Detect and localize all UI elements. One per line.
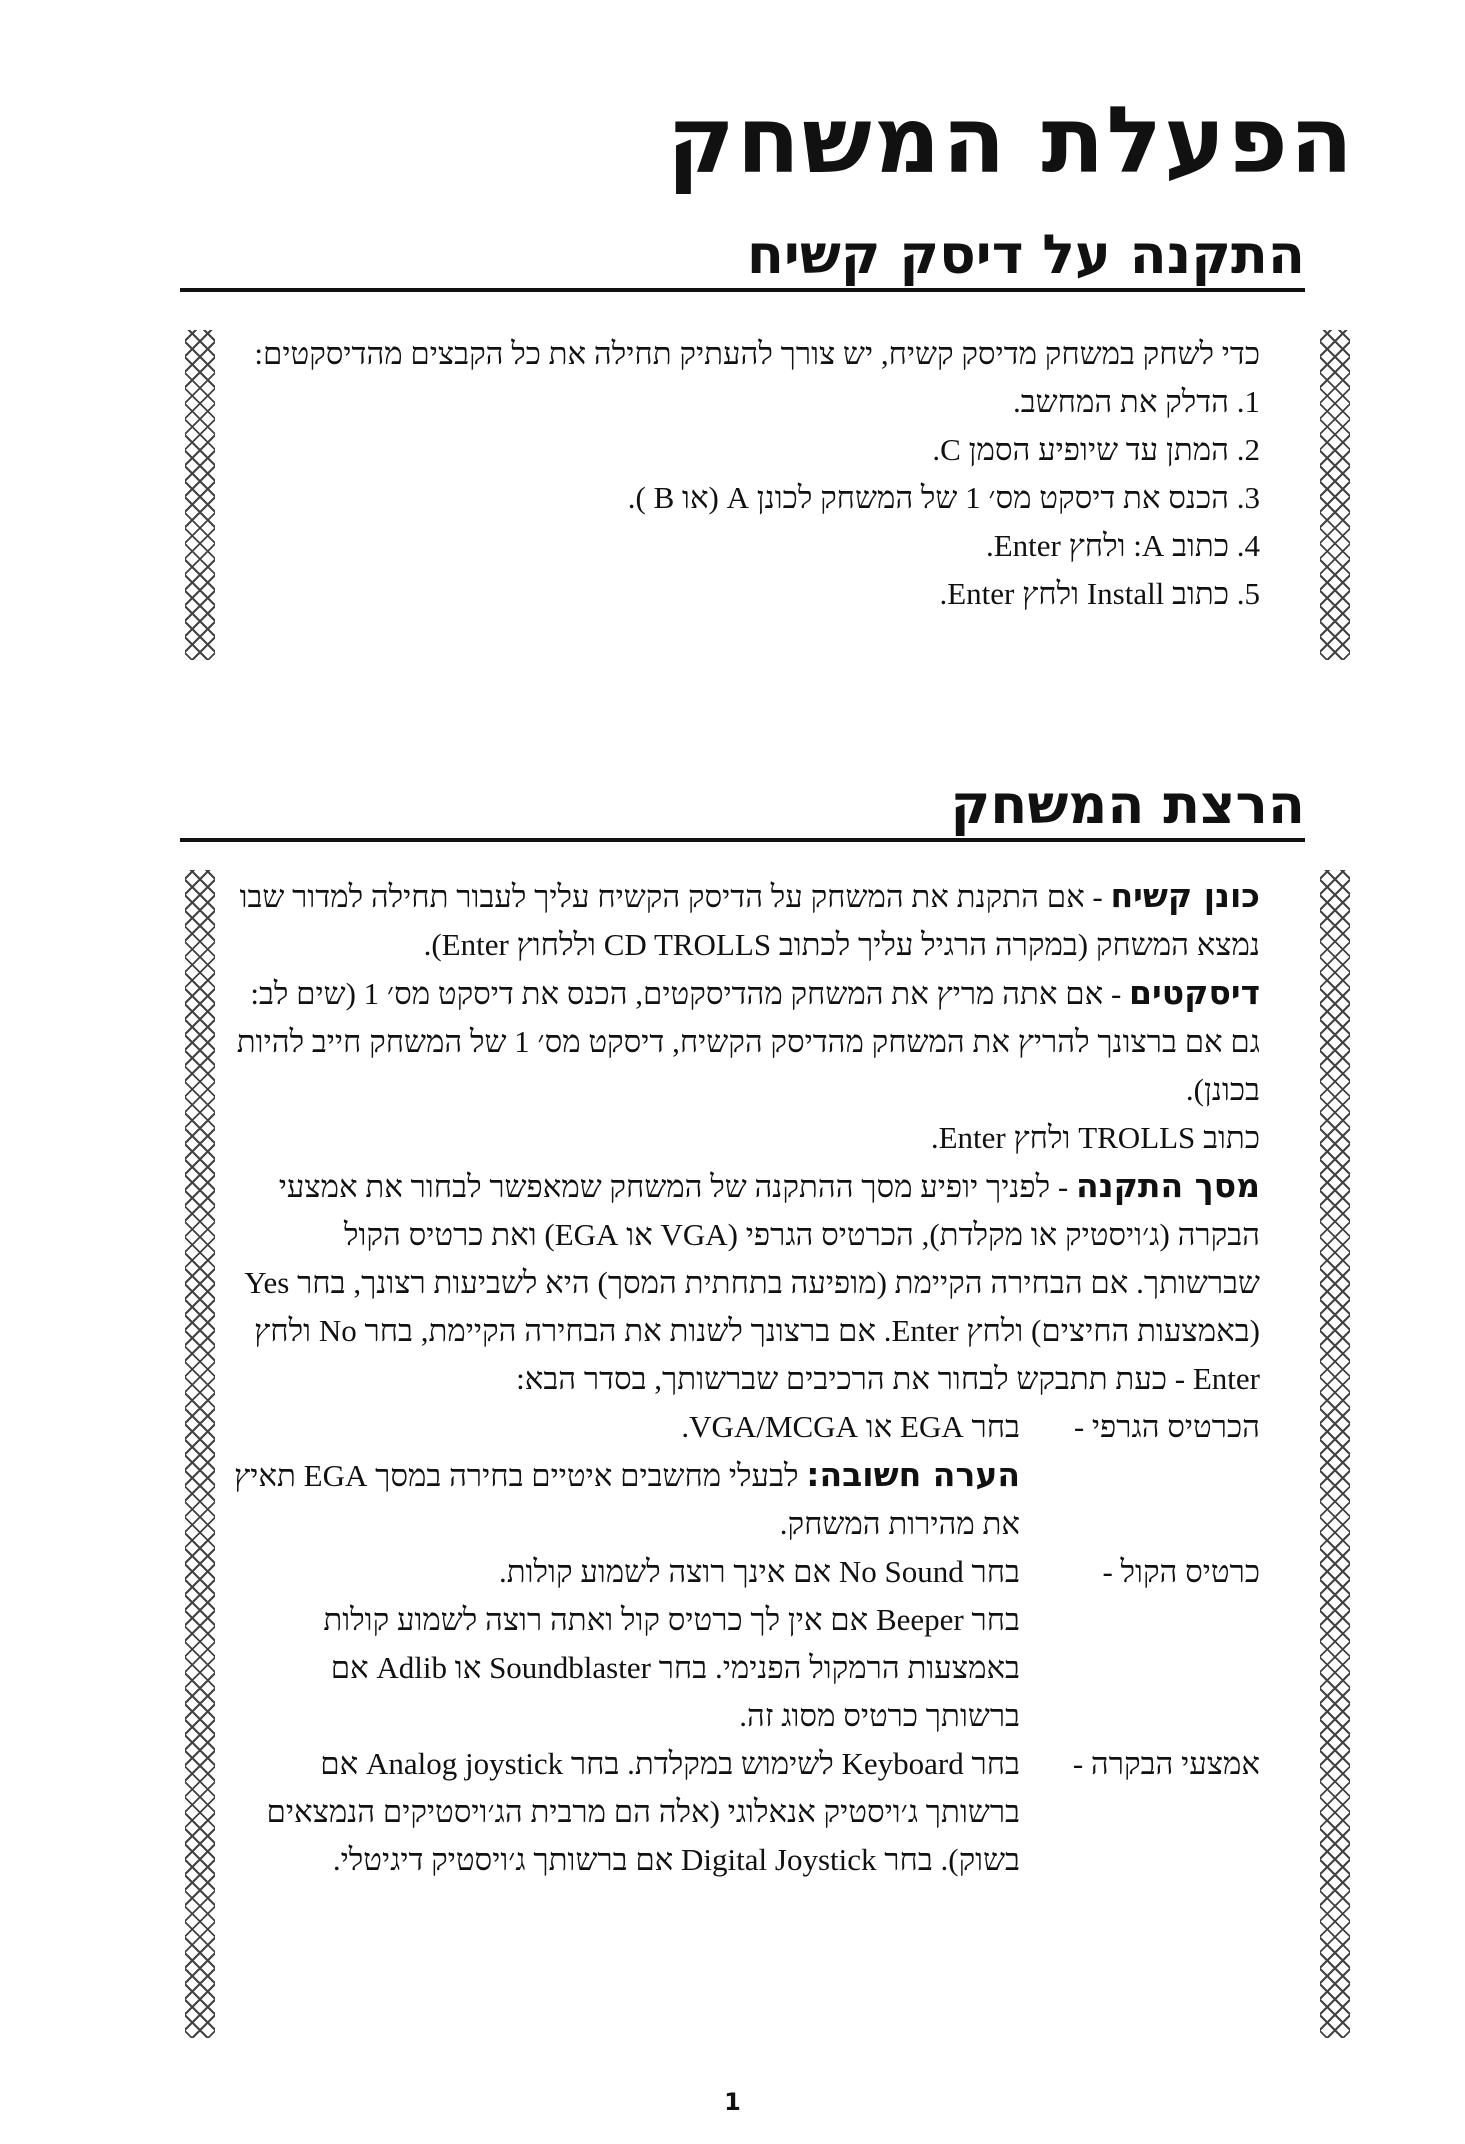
section-rule-install	[180, 288, 1305, 292]
install-steps-list	[220, 378, 1260, 618]
option-label: אמצעי הבקרה -	[1072, 1746, 1260, 1781]
option-row-controls	[230, 1740, 1260, 1884]
setup-screen-paragraph	[230, 1162, 1260, 1403]
hard-disk-paragraph	[230, 872, 1260, 969]
option-line: בחר EGA או VGA/MCGA.	[681, 1409, 1020, 1444]
term-setup-screen: מסך התקנה	[1076, 1166, 1260, 1205]
install-step: 4. כתוב A: ולחץ Enter.	[985, 528, 1260, 563]
option-label: הכרטיס הגרפי -	[1073, 1409, 1260, 1444]
option-description	[230, 1548, 1020, 1740]
diskettes-paragraph	[230, 969, 1260, 1114]
install-step: 3. הכנס את דיסקט מס׳ 1 של המשחק לכונן A (או B ).	[627, 480, 1260, 515]
options-table	[230, 1403, 1260, 1884]
install-intro: כדי לשחק במשחק מדיסק קשיח, יש צורך להעתיק תחילה את כל הקבצים מהדיסקטים:	[254, 336, 1260, 371]
option-description	[230, 1403, 1020, 1548]
decorative-border-left	[185, 870, 215, 2038]
install-step: 2. המתן עד שיופיע הסמן C.	[932, 432, 1260, 467]
decorative-border-right	[1320, 330, 1350, 660]
section-heading-install: התקנה על דיסק קשיח	[746, 223, 1305, 286]
diskettes-text: - אם אתה מריץ את המשחק מהדיסקטים, הכנס את דיסקט מס׳ 1 (שים לב: גם אם ברצונך להריץ את המשחק מהדיסק הקשיח, דיסקט מס׳ 1 של המשחק חייב להיות בכונן).	[236, 976, 1260, 1107]
install-step: 1. הדלק את המחשב.	[1012, 384, 1260, 419]
setup-screen-text: - לפניך יופיע מסך ההתקנה של המשחק שמאפשר לבחור את אמצעי הבקרה (ג׳ויסטיק או מקלדת), הכרטיס הגרפי (VGA או EGA) ואת כרטיס הקול שברשותך. אם הבחירה הקיימת (מופיעה בתחתית המסך) היא לשביעות רצונך, בחר Yes (באמצעות החיצים) ולחץ Enter. אם ברצונך לשנות את הבחירה הקיימת, בחר No ולחץ Enter - כעת תתבקש לבחור את הרכיבים שברשותך, בסדר הבא:	[244, 1169, 1260, 1396]
option-line: בחר Keyboard לשימוש במקלדת. בחר Analog joystick אם ברשותך ג׳ויסטיק אנאלוגי (אלה הם מרבית הג׳ויסטיקים הנמצאים בשוק). בחר Digital Joystick אם ברשותך ג׳ויסטיק דיגיטלי.	[266, 1746, 1020, 1877]
note-text: לבעלי מחשבים איטיים בחירה במסך EGA תאיץ את מהירות המשחק.	[234, 1458, 1020, 1541]
option-description	[230, 1740, 1020, 1884]
install-step: 5. כתוב Install ולחץ Enter.	[939, 576, 1260, 611]
diskettes-command: כתוב TROLLS ולחץ Enter.	[930, 1120, 1260, 1155]
page-number: 1	[724, 2088, 741, 2116]
option-line: בחר Beeper אם אין לך כרטיס קול ואתה רוצה לשמוע קולות באמצעות הרמקול הפנימי. בחר Soundblaster או Adlib אם ברשותך כרטיס מסוג זה.	[323, 1602, 1020, 1733]
section-rule-run	[180, 838, 1305, 842]
option-row-graphics	[230, 1403, 1260, 1548]
run-instructions	[230, 872, 1260, 1884]
section-heading-run: הרצת המשחק	[950, 773, 1305, 836]
option-line: בחר No Sound אם אינך רוצה לשמוע קולות.	[498, 1554, 1020, 1589]
page-title: הפעלת המשחק	[666, 87, 1355, 194]
decorative-border-right	[1320, 870, 1350, 2038]
option-note	[230, 1451, 1020, 1548]
term-diskettes: דיסקטים	[1129, 973, 1260, 1012]
note-label: הערה חשובה:	[806, 1455, 1020, 1494]
hard-disk-text: - אם התקנת את המשחק על הדיסק הקשיח עליך לעבור תחילה למדור שבו נמצא המשחק (במקרה הרגיל עליך לכתוב CD TROLLS וללחוץ Enter).	[239, 879, 1260, 962]
decorative-border-left	[185, 330, 215, 660]
option-label: כרטיס הקול -	[1102, 1554, 1260, 1589]
term-hard-disk: כונן קשיח	[1110, 876, 1260, 915]
option-row-sound	[230, 1548, 1260, 1740]
install-instructions	[220, 330, 1260, 618]
